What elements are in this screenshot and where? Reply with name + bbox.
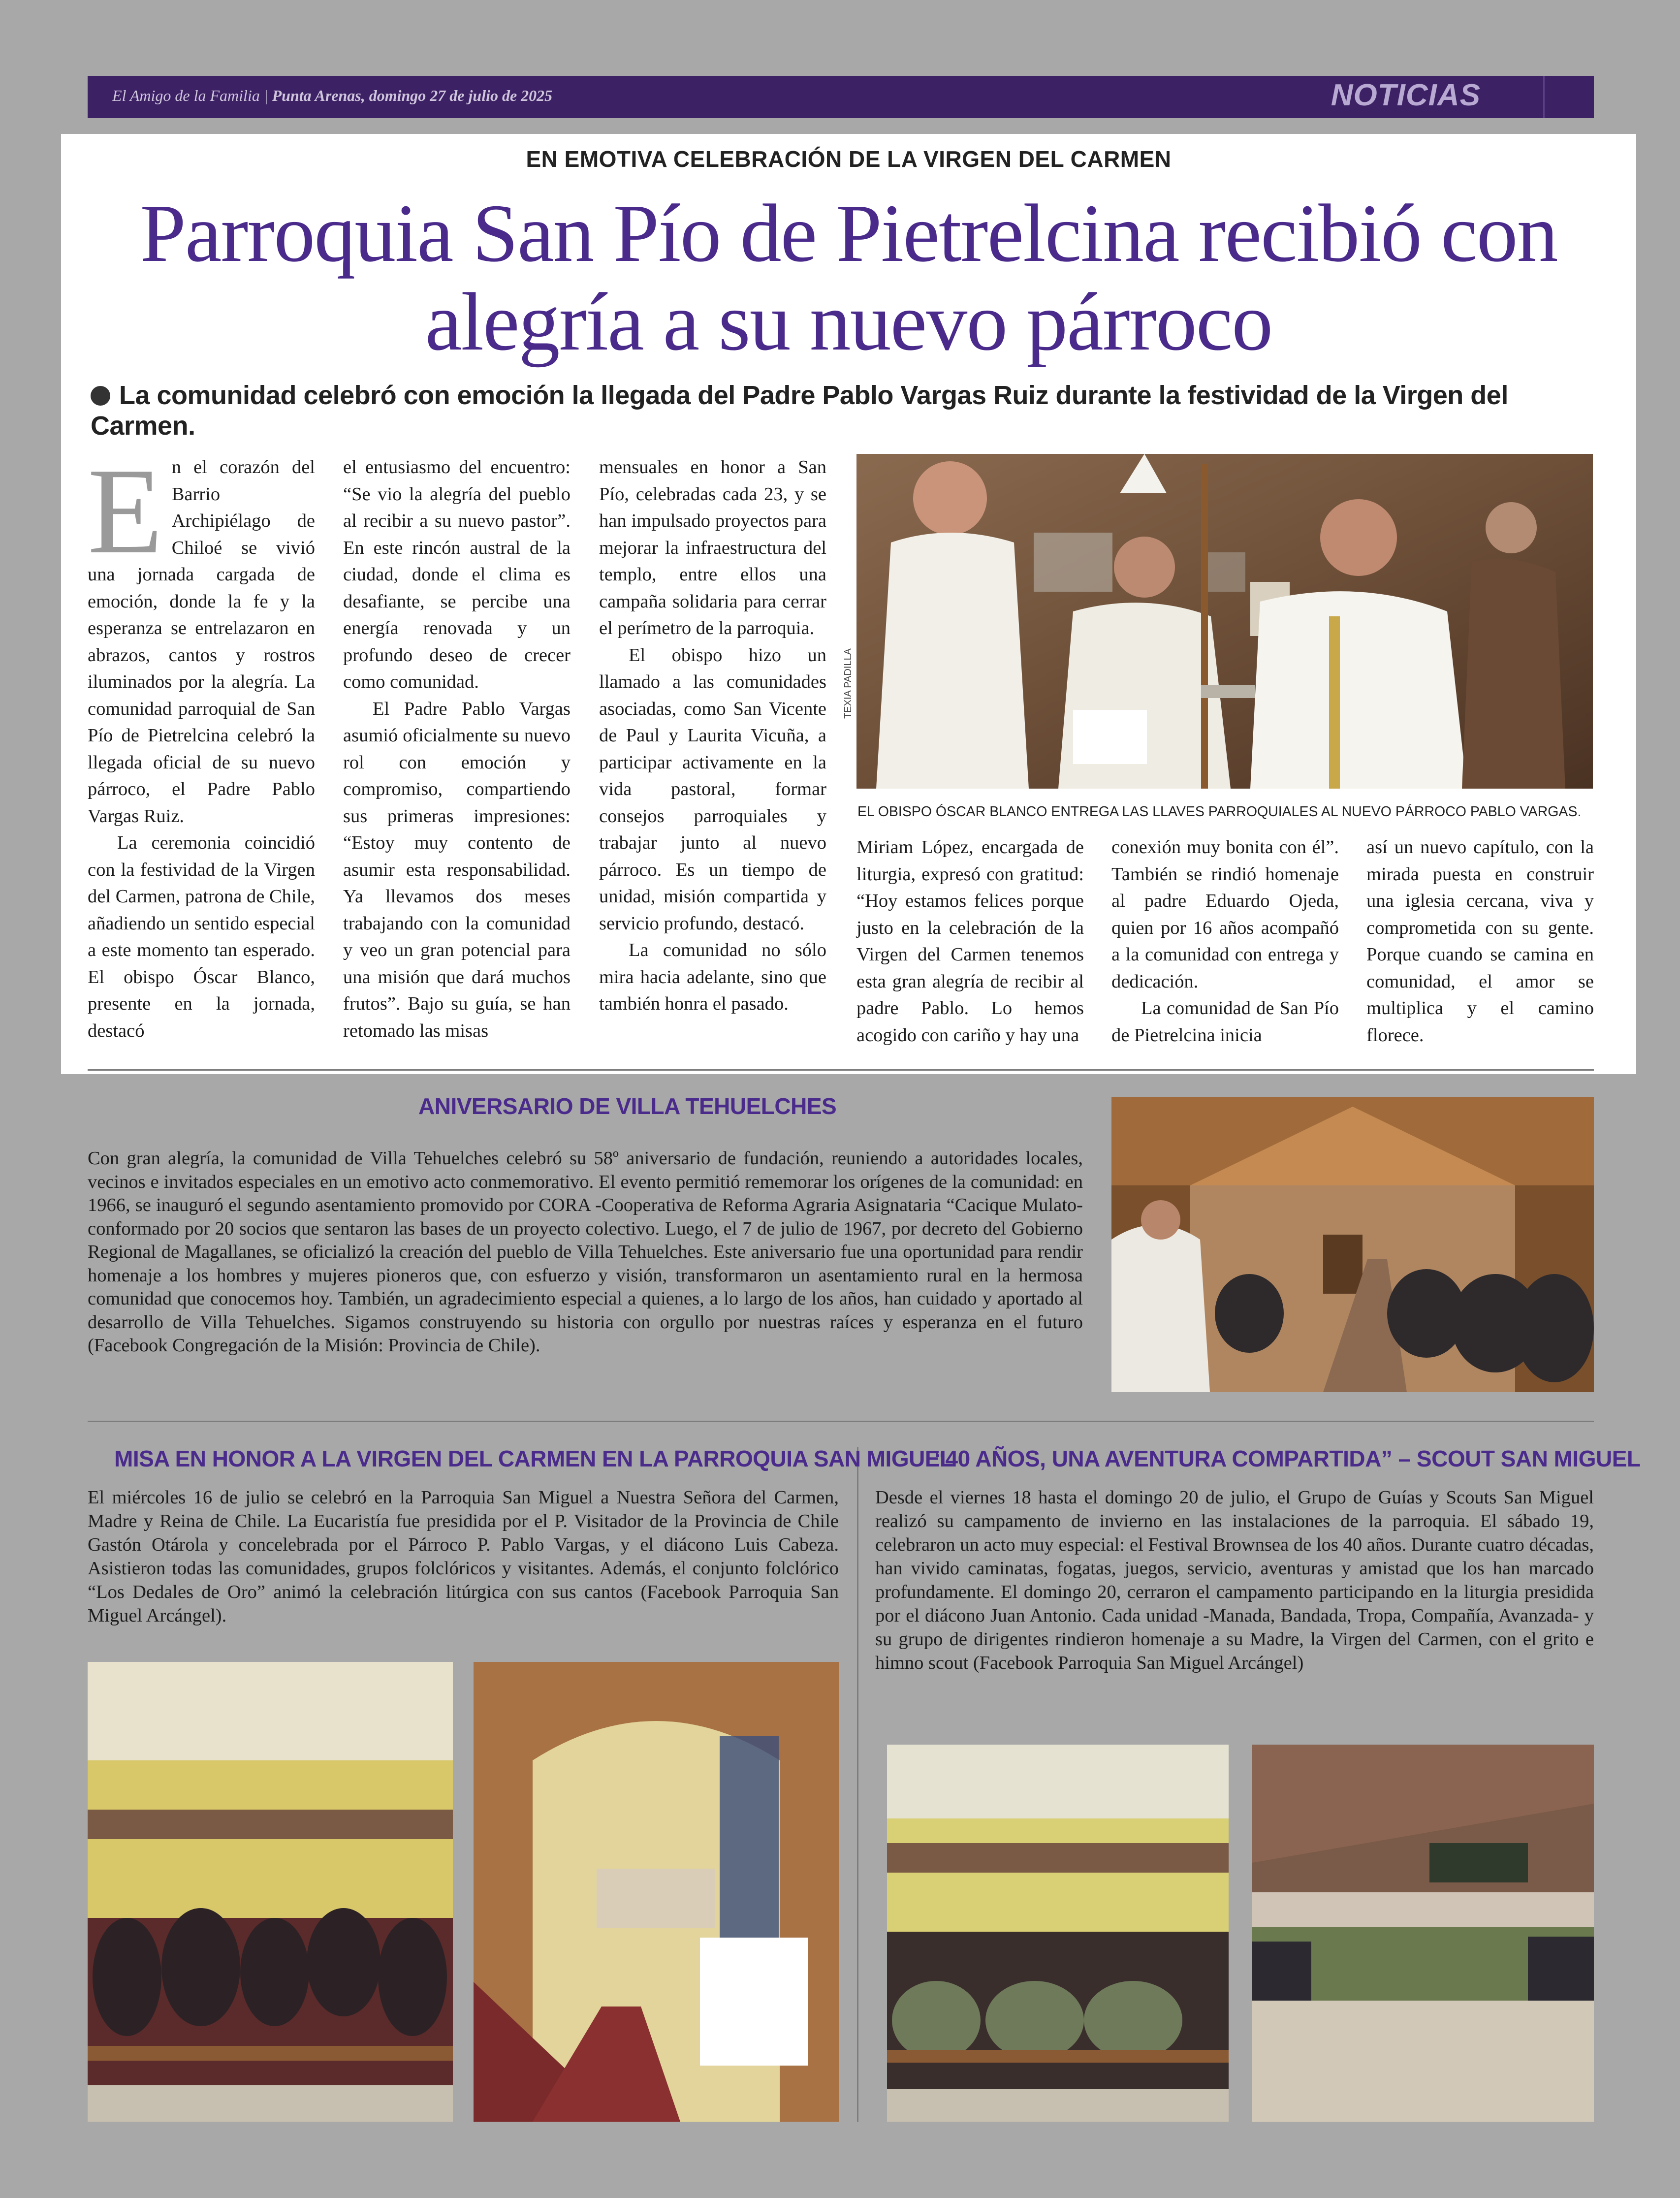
deck-text: La comunidad celebró con emoción la llegada del Padre Pablo Vargas Ruiz durante la festividad de la Virgen del Carmen. (91, 381, 1508, 441)
column-divider (857, 1447, 858, 2122)
misa-title: MISA EN HONOR A LA VIRGEN DEL CARMEN EN LA PARROQUIA SAN MIGUEL (114, 1446, 953, 1471)
section-label: NOTICIAS (1331, 78, 1481, 112)
tehuelches-title: ANIVERSARIO DE VILLA TEHUELCHES (418, 1093, 837, 1119)
main-photo (856, 454, 1593, 789)
photo-credit: TEXIA PADILLA (843, 648, 854, 719)
scout-body: Desde el viernes 18 hasta el domingo 20 de julio, el Grupo de Guías y Scouts San Miguel realizó su campamento de invierno en las instalaciones de la parroquia. El sábado 19, celebraron un acto muy especial: el Festival Brownsea de los 40 años. Durante cuatro décadas, han vivido caminatas, fogatas, juegos, servicio, aventuras y amistad que los han marcado profundamente. El domingo 20, cerraron el campamento participando en la liturgia presidida por el diácono Juan Antonio. Cada unidad -Manada, Bandada, Tropa, Compañía, Avanzada- y su grupo de dirigentes rindieron homenaje a su Madre, la Virgen del Carmen, con el grito e himno scout (Facebook Parroquia San Miguel Arcángel) (875, 1487, 1594, 1673)
section-divider (88, 1069, 1594, 1071)
article-column-2 (343, 454, 571, 1044)
tehuelches-photo (1111, 1097, 1594, 1392)
article-column-5 (1111, 834, 1339, 1049)
separator: | (259, 87, 272, 104)
paragraph: el entusiasmo del encuentro: “Se vio la alegría del pueblo al recibir a su nuevo pastor”. En este rincón austral de la ciudad, donde el clima es desafiante, se percibe una energía renovada y un profundo deseo de crecer como comunidad. (343, 457, 571, 692)
misa-photo-2 (474, 1662, 839, 2122)
tehuelches-body: Con gran alegría, la comunidad de Villa Tehuelches celebró su 58º aniversario de fundación, reuniendo a autoridades locales, vecinos e invitados especiales en un emotivo acto conmemorativo. El evento permitió rememorar los orígenes de la comunidad: en 1966, se inauguró el segundo asentamiento promovido por CORA -Cooperativa de Reforma Agraria Asignataria “Cacique Mulato- conformado por 20 socios que sentaron las bases de un proyecto colectivo. Luego, el 7 de julio de 1967, por decreto del Gobierno Regional de Magallanes, se oficializó la creación del pueblo de Villa Tehuelches. Este aniversario fue una oportunidad para rendir homenaje a los hombres y mujeres pioneros que, con esfuerzo y visión, transformaron un asentamiento rural en la hermosa comunidad que conocemos hoy. También, un agradecimiento especial a quienes, a lo largo de los años, han cuidado y aportado al desarrollo de Villa Tehuelches. Sigamos construyendo su historia con orgullo por nuestras raíces y esperanza en el futuro (Facebook Congregación de la Misión: Provincia de Chile). (88, 1148, 1083, 1356)
date: Punta Arenas, domingo 27 de julio de 2025 (272, 87, 553, 104)
paragraph: mensuales en honor a San Pío, celebradas cada 23, y se han impulsado proyectos para mejorar la infraestructura del templo, entre ellos una campaña solidaria para cerrar el perímetro de la parroquia. (599, 457, 826, 638)
photo-caption: EL OBISPO ÓSCAR BLANCO ENTREGA LAS LLAVES PARROQUIALES AL NUEVO PÁRROCO PABLO VARGAS. (857, 804, 1582, 820)
headline-line-2: alegría a su nuevo párroco (425, 276, 1272, 368)
article-column-6 (1366, 834, 1594, 1049)
article-column-3 (599, 454, 826, 1018)
dateline (112, 87, 552, 105)
paragraph: El obispo hizo un llamado a las comunidades asociadas, como San Vicente de Paul y Laurita Vicuña, a participar activamente en la vida pastoral, formar consejos parroquiales y trabajar junto al nuevo párroco. Es un tiempo de unidad, misión compartida y servicio profundo, destacó. (599, 644, 826, 934)
scout-photo-2 (1252, 1745, 1594, 2122)
drop-cap: E (88, 443, 163, 579)
misa-body: El miércoles 16 de julio se celebró en la Parroquia San Miguel a Nuestra Señora del Carmen, Madre y Reina de Chile. La Eucaristía fue presidida por el P. Visitador de la Provincia de Chile Gastón Otárola y concelebrada por el Párroco P. Pablo Vargas, y el diácono Luis Cabeza. Asistieron todas las comunidades, grupos folclóricos y visitantes. Además, el conjunto folclórico “Los Dedales de Oro” animó la celebración litúrgica con sus cantos (Facebook Parroquia San Miguel Arcángel). (88, 1487, 839, 1626)
headline (91, 189, 1607, 366)
deck (91, 380, 1617, 441)
paragraph: Miriam López, encargada de liturgia, expresó con gratitud: “Hoy estamos felices porque justo en la celebración de la Virgen del Carmen tenemos esta gran alegría de recibir al padre Pablo. Lo hemos acogido con cariño y hay una (856, 837, 1084, 1046)
paragraph: La comunidad no sólo mira hacia adelante, sino que también honra el pasado. (599, 940, 826, 1014)
scout-photo-1 (887, 1745, 1229, 2122)
paragraph: La comunidad de San Pío de Pietrelcina inicia (1111, 998, 1339, 1046)
header-bar (88, 76, 1594, 118)
header-divider (1543, 76, 1545, 118)
article-column-1 (88, 443, 315, 1044)
paragraph: La ceremonia coincidió con la festividad de la Virgen del Carmen, patrona de Chile, añadiendo un sentido especial a este momento tan esperado. El obispo Óscar Blanco, presente en la jornada, destacó (88, 832, 315, 1041)
misa-photo-1 (88, 1662, 453, 2122)
article-column-4 (856, 834, 1084, 1049)
bullet-icon (91, 386, 110, 406)
scout-title: “40 AÑOS, UNA AVENTURA COMPARTIDA” – SCOUT SAN MIGUEL (934, 1446, 1641, 1471)
paragraph: n el corazón del Barrio Archipiélago de Chiloé se vivió una jornada cargada de emoción, donde la fe y la esperanza se entrelazaron en abrazos, cantos y rostros iluminados por la alegría. La comunidad parroquial de San Pío de Pietrelcina celebró la llegada oficial de su nuevo párroco, el Padre Pablo Vargas Ruiz. (88, 457, 315, 827)
paragraph: así un nuevo capítulo, con la mirada puesta en construir una iglesia cercana, viva y comprometida con su gente. Porque cuando se camina en comunidad, el amor se multiplica y el camino florece. (1366, 837, 1594, 1046)
paragraph: El Padre Pablo Vargas asumió oficialmente su nuevo rol con emoción y compromiso, compartiendo sus primeras impresiones: “Estoy muy contento de asumir esta responsabilidad. Ya llevamos dos meses trabajando con la comunidad y veo un gran potencial para una misión que dará muchos frutos”. Bajo su guía, se han retomado las misas (343, 698, 571, 1041)
section-divider (88, 1421, 1594, 1422)
paragraph: conexión muy bonita con él”. También se rindió homenaje al padre Eduardo Ojeda, quien por 16 años acompañó a la comunidad con entrega y dedicación. (1111, 837, 1339, 992)
kicker: EN EMOTIVA CELEBRACIÓN DE LA VIRGEN DEL CARMEN (526, 146, 1172, 172)
publication-name: El Amigo de la Familia (112, 87, 260, 104)
headline-line-1: Parroquia San Pío de Pietrelcina recibió con (140, 188, 1557, 279)
